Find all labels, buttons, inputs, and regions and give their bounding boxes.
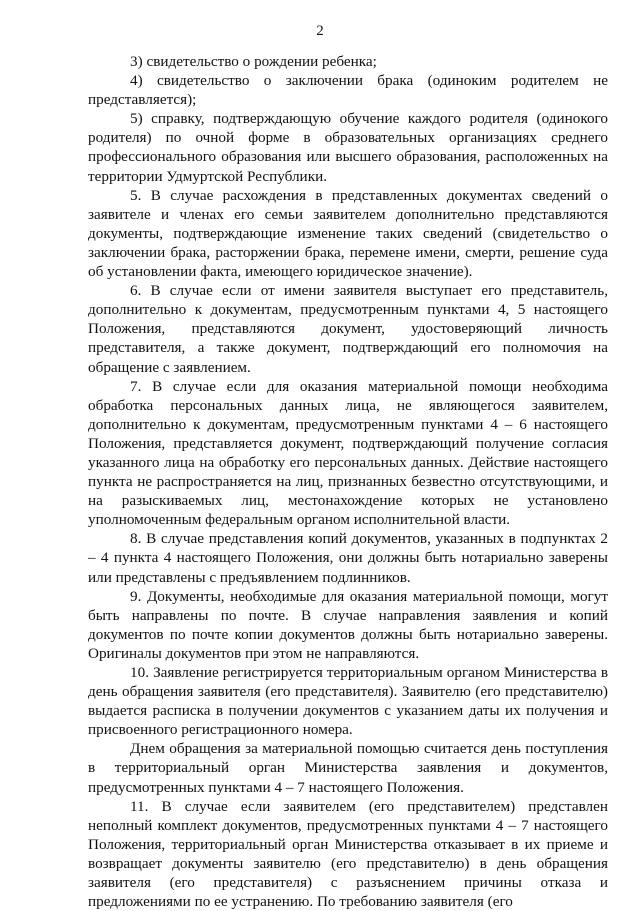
paragraph-clause-8: 8. В случае представления копий документов, указанных в подпунктах 2 – 4 пункта 4 настоящего Положения, они должны быть нотариально заверены или представлены с предъявлением подлинников.: [88, 530, 608, 586]
paragraph-clause-7: 7. В случае если для оказания материальной помощи необходима обработка персональных данных лица, не являющегося заявителем, дополнительно к документам, предусмотренным пунктами 4 – 6 настоящего Положения, представляется документ, подтверждающий получение согласия указанного лица на обработку его персональных данных. Действие настоящего пункта не распространяется на лиц, признанных безвестно отсутствующими, и на разыскиваемых лиц, местонахождение которых не установлено уполномоченным федеральным органом исполнительной власти.: [88, 377, 608, 529]
paragraph-clause-10: 10. Заявление регистрируется территориальным органом Министерства в день обращения заявителя (его представителя). Заявителю (его представителю) выдается расписка в получении документов с указанием даты их получения и присвоенного регистрационного номера.: [88, 664, 608, 739]
paragraph-clause-11: 11. В случае если заявителем (его представителем) представлен неполный комплект документов, предусмотренных пунктами 4 – 7 настоящего Положения, территориальный орган Министерства отказывает в их приеме и возвращает документы заявителю (его представителю) в день обращения заявителя (его представителя) с разъяснением причины отказа и предложениями по ее устранению. По требованию заявителя (его: [88, 797, 608, 911]
paragraph-item-4: 4) свидетельство о заключении брака (одиноким родителем не представляется);: [88, 72, 608, 109]
page-number: 2: [316, 23, 324, 39]
paragraph-clause-9: 9. Документы, необходимые для оказания материальной помощи, могут быть направлены по почте. В случае направления заявления и копий документов по почте копии документов должны быть нотариально заверены. Оригиналы документов при этом не направляются.: [88, 587, 608, 662]
paragraph-item-3: 3) свидетельство о рождении ребенка;: [130, 53, 377, 70]
paragraph-clause-5: 5. В случае расхождения в представленных документах сведений о заявителе и членах его семьи заявителем дополнительно представляются документы, подтверждающие изменение таких сведений (свидетельство о заключении брака, расторжении брака, перемене имени, смерти, решение суда об установлении факта, имеющего юридическое значение).: [88, 186, 608, 281]
paragraph-clause-10-continued: Днем обращения за материальной помощью считается день поступления в территориальный орган Министерства заявления и документов, предусмотренных пунктами 4 – 7 настоящего Положения.: [88, 740, 608, 796]
document-body: [88, 52, 608, 911]
paragraph-clause-6: 6. В случае если от имени заявителя выступает его представитель, дополнительно к документам, предусмотренным пунктами 4, 5 настоящего Положения, представляются документ, удостоверяющий личность представителя, а также документ, подтверждающий его полномочия на обращение с заявлением.: [88, 282, 608, 376]
paragraph-item-5: 5) справку, подтверждающую обучение каждого родителя (одинокого родителя) по очной форме в образовательных организациях среднего профессионального образования или высшего образования, расположенных на территории Удмуртской Республики.: [88, 110, 608, 185]
